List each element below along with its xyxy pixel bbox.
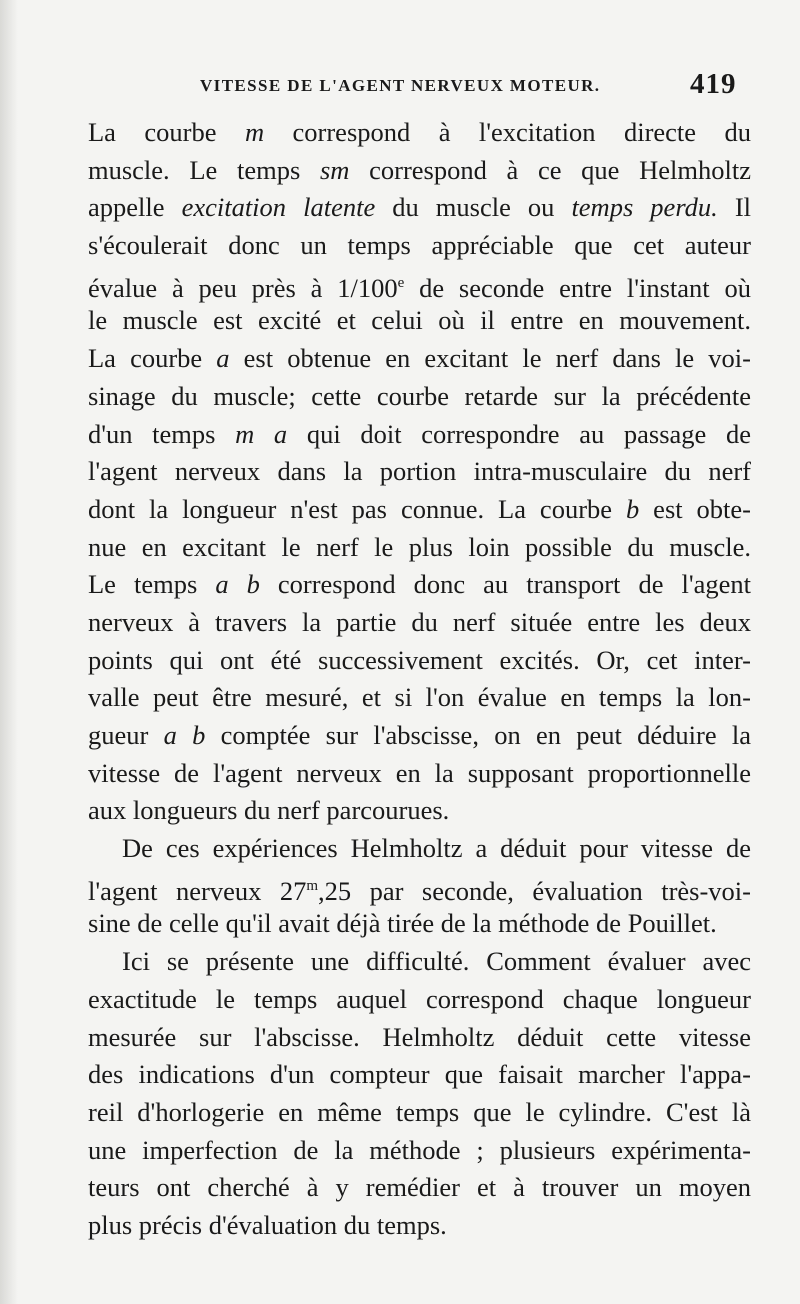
text-run: vitesse de l'agent nerveux en la supposant proportionnelle [88,757,751,788]
italic-text: b [625,493,640,524]
text-line [88,1169,751,1207]
text-run: sine de celle qu'il avait déjà tirée de la méthode de Pouillet. [88,908,717,939]
paragraph [88,830,751,943]
text-run: aux longueurs du nerf parcourues. [88,795,450,826]
text-run: Ici se présente une difficulté. Comment évaluer avec [122,946,751,977]
page-gutter-shadow [0,0,18,1304]
text-run: nue en excitant le nerf le plus loin possible du muscle. [88,531,751,562]
text-run: Le temps [88,569,216,600]
text-run: correspond à ce que Helmholtz [349,154,751,185]
text-run: appelle [88,192,182,223]
italic-text: excitation latente [181,192,376,223]
text-line [88,604,751,642]
body-text [88,114,751,1245]
text-line [88,943,751,981]
text-line [88,378,751,416]
text-run: plus précis d'évaluation du temps. [88,1209,447,1240]
text-line [88,981,751,1019]
text-line [88,905,751,943]
text-run: est obte- [639,493,752,524]
text-line [88,529,751,567]
italic-text: m a [235,418,288,449]
text-line [88,416,751,454]
text-run: le muscle est excité et celui où il entre en mouvement. [88,305,751,336]
text-line [88,453,751,491]
text-line [88,1094,751,1132]
text-run: sinage du muscle; cette courbe retarde sur la précédente [88,380,751,411]
text-run: ,25 par seconde, évaluation très-voi- [318,875,751,906]
superscript: m [306,877,318,894]
text-run: teurs ont cherché à y remédier et à trouver un moyen [88,1172,751,1203]
text-line [88,868,751,906]
text-run: reil d'horlogerie en même temps que le cylindre. C'est là [88,1096,751,1127]
text-line [88,491,751,529]
text-run: l'agent nerveux 27 [88,875,307,906]
italic-text: sm [319,154,350,185]
text-line [88,1132,751,1170]
text-line [88,755,751,793]
text-run: La courbe [88,117,245,147]
text-run: correspond à l'excitation directe du [264,117,751,147]
text-line [88,227,751,265]
text-line [88,114,751,152]
text-run: Il [717,192,752,223]
text-line [88,152,751,190]
text-run: des indications d'un compteur que faisait marcher l'appa- [88,1059,751,1090]
text-run: La courbe [88,343,217,374]
text-run: une imperfection de la méthode ; plusieurs expérimenta- [88,1134,751,1165]
text-line [88,302,751,340]
text-run: muscle. Le temps [88,154,320,185]
superscript: e [397,274,405,291]
italic-text: a b [163,720,206,750]
text-line [88,642,751,680]
text-run: s'écoulerait donc un temps appréciable que cet auteur [88,230,751,261]
text-run: qui doit correspondre au passage de [287,418,751,449]
text-run: du muscle ou [375,192,572,223]
text-run: d'un temps [88,418,236,449]
text-run: mesurée sur l'abscisse. Helmholtz déduit cette vitesse [88,1021,751,1052]
italic-text: a b [215,569,260,600]
text-line [88,340,751,378]
text-run: est obtenue en excitant le nerf dans le voi- [229,343,751,374]
text-line [88,566,751,604]
text-run: exactitude le temps auquel correspond chaque longueur [88,983,751,1014]
text-run: de seconde entre l'instant où [404,272,751,303]
italic-text: a [216,343,230,374]
running-head: VITESSE DE L'AGENT NERVEUX MOTEUR. [200,76,601,95]
page-number: 419 [690,68,737,100]
text-run: l'agent nerveux dans la portion intra-musculaire du nerf [88,456,751,487]
text-run: gueur [88,720,164,750]
paragraph [88,114,751,830]
text-line [88,265,751,303]
paragraph [88,943,751,1245]
italic-text: temps perdu. [571,192,718,223]
text-run: De ces expériences Helmholtz a déduit pour vitesse de [122,833,751,864]
italic-text: m [244,117,265,147]
text-line [88,717,751,755]
text-run: comptée sur l'abscisse, on en peut déduire la [205,720,751,750]
text-run: dont la longueur n'est pas connue. La courbe [88,493,626,524]
text-run: points qui ont été successivement excités. Or, cet inter- [88,644,751,675]
text-line [88,189,751,227]
text-run: correspond donc au transport de l'agent [259,569,752,600]
text-line [88,830,751,868]
text-run: évalue à peu près à 1/100 [88,272,398,303]
text-run: nerveux à travers la partie du nerf située entre les deux [88,606,751,637]
text-line [88,1207,751,1245]
text-line [88,1019,751,1057]
text-line [88,679,751,717]
text-line [88,792,751,830]
text-run: valle peut être mesuré, et si l'on évalue en temps la lon- [88,682,751,713]
text-line [88,1056,751,1094]
